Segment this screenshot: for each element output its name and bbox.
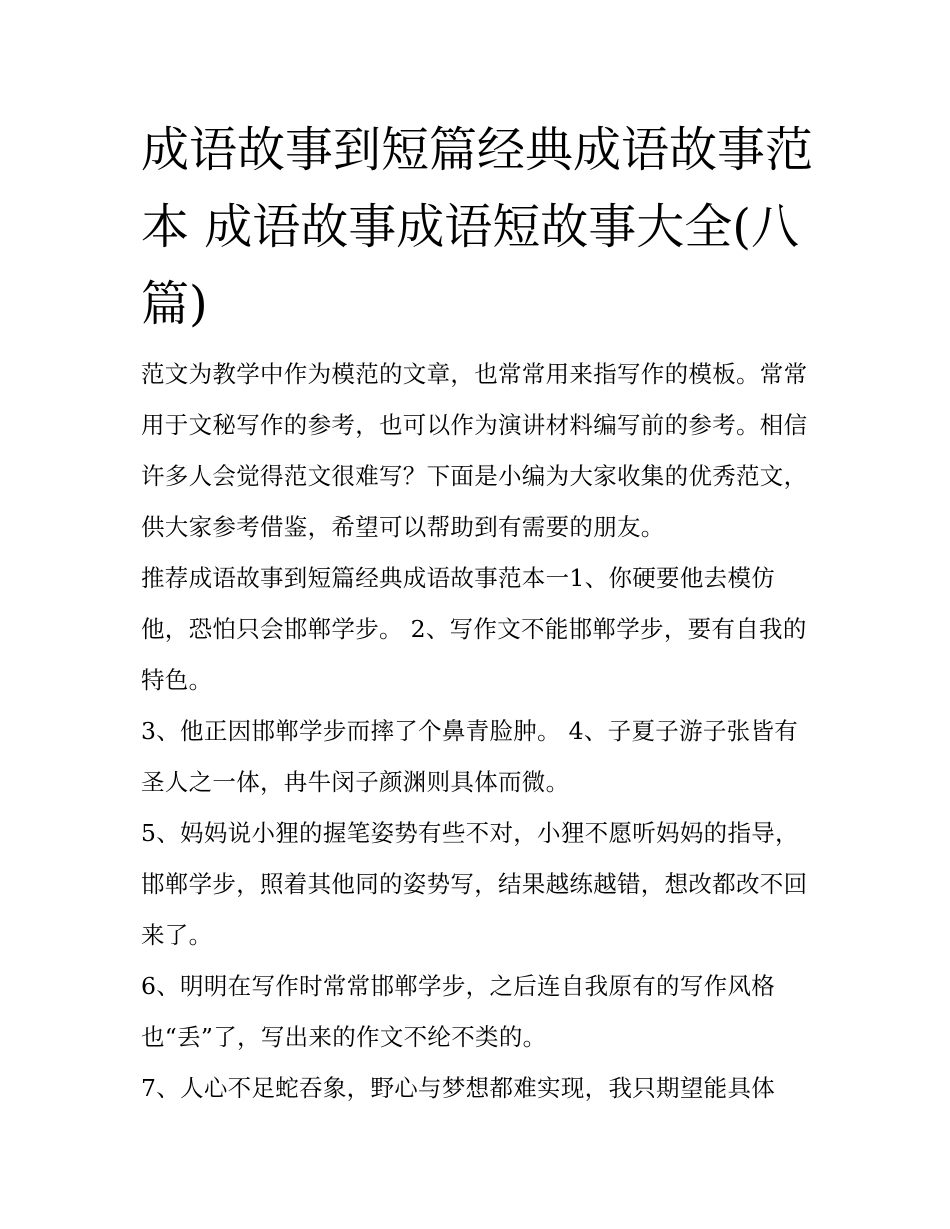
document-title: 成语故事到短篇经典成语故事范本 成语故事成语短故事大全(八篇) bbox=[141, 122, 814, 332]
paragraph-example-6: 6、明明在写作时常常邯郸学步，之后连自我原有的写作风格也“丢”了，写出来的作文不纶不类的。 bbox=[141, 972, 776, 1051]
paragraph-example-1: 推荐成语故事到短篇经典成语故事范本一1、你硬要他去模仿他，恐怕只会邯郸学步。 2、写作文不能邯郸学步，要有自我的特色。 bbox=[141, 564, 807, 694]
document-page bbox=[141, 112, 816, 1114]
paragraph-intro: 范文为教学中作为模范的文章，也常常用来指写作的模板。常常用于文秘写作的参考，也可以作为演讲材料编写前的参考。相信许多人会觉得范文很难写？下面是小编为大家收集的优秀范文，供大家参考借鉴，希望可以帮助到有需要的朋友。 bbox=[141, 360, 808, 541]
paragraph-example-7: 7、人心不足蛇吞象，野心与梦想都难实现，我只期望能具体 bbox=[141, 1074, 776, 1102]
paragraph-example-5: 5、妈妈说小狸的握笔姿势有些不对，小狸不愿听妈妈的指导，邯郸学步，照着其他同的姿势写，结果越练越错，想改都改不回来了。 bbox=[141, 819, 808, 949]
paragraph-example-3: 3、他正因邯郸学步而摔了个鼻青脸肿。 4、子夏子游子张皆有圣人之一体，冉牛闵子颜渊则具体而微。 bbox=[141, 717, 799, 796]
